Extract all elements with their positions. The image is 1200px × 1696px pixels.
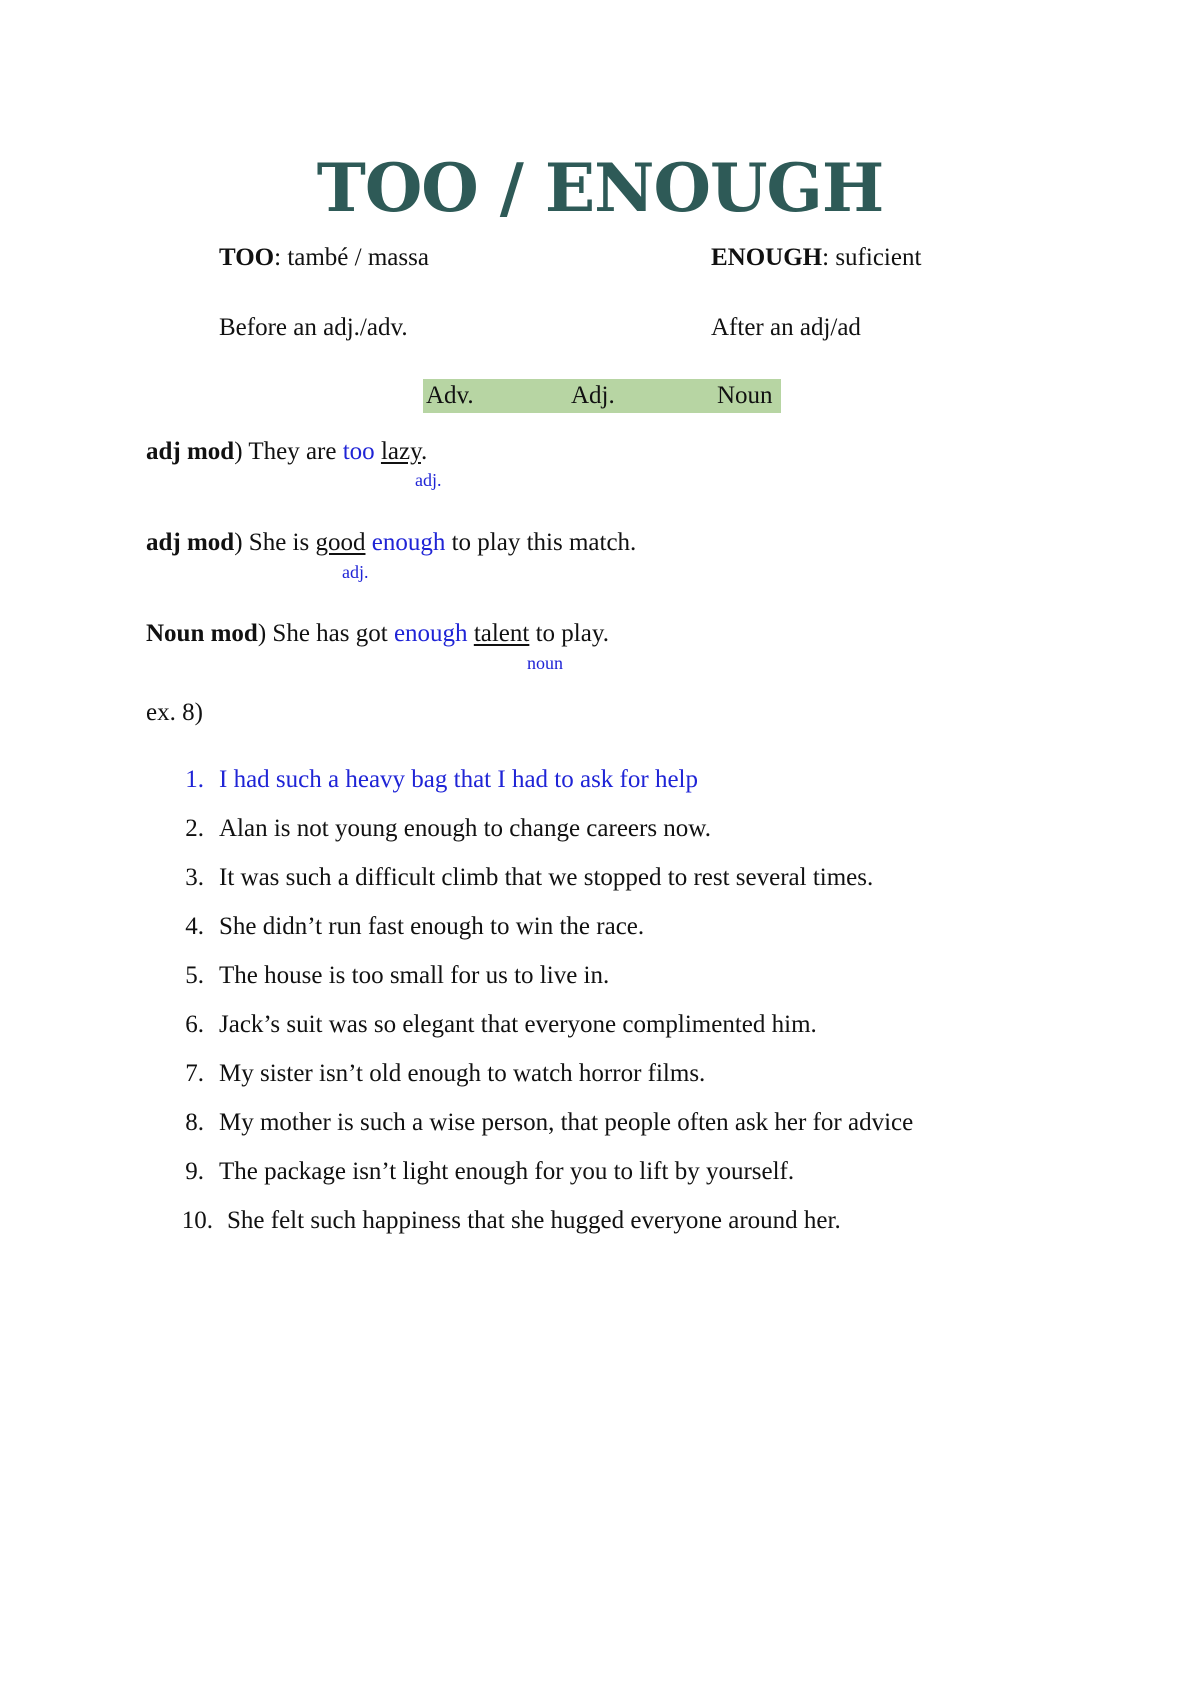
enough-meaning: : suficient xyxy=(822,244,922,271)
annotation-adj: adj. xyxy=(342,562,369,582)
example-adj-mod-enough: adj mod) She is good enough to play this match. xyxy=(146,529,637,556)
target-word: good xyxy=(315,529,366,556)
pos-adj: Adj. xyxy=(571,382,615,409)
too-meaning: : també / massa xyxy=(274,244,429,271)
annotation-noun: noun xyxy=(527,653,563,673)
pos-adv: Adv. xyxy=(426,382,474,409)
example-label: adj mod xyxy=(146,529,235,556)
target-word: lazy xyxy=(380,438,421,465)
keyword-enough: enough xyxy=(371,529,446,556)
example-label: adj mod xyxy=(146,438,235,465)
document-page: TOO / ENOUGH TOO: també / massa ENOUGH: suficient Before an adj./adv. After an adj/ad Adv. Adj. Noun adj mod) They are too lazy. adj. adj mod) She is good enough to play this match. adj. Noun mod) She has got enough talent to play. noun ex. 8) 1. I had such a heavy bag that I had to ask for help 2. Alan is not young enough to change careers now. 3. It was such a difficult climb that we stopped to rest several times. 4. She didn’t run fast enough to win the race. 5. The house is too small for us to live in. 6. Jack’s suit was so elegant that everyone complimented him. 7. My sister isn’t old enough to watch horror films. 8. My mother is such a wise person, that people often ask her for advice 9. The package isn’t light enough for you to lift by yourself. 10. She felt such happiness that she hugged everyone around her. xyxy=(0,0,1200,1696)
example-noun-mod-enough: Noun mod) She has got enough talent to play. xyxy=(146,620,609,647)
target-word: talent xyxy=(473,620,530,647)
example-label: Noun mod xyxy=(146,620,258,647)
too-definition xyxy=(219,243,429,273)
keyword-too: too xyxy=(342,438,375,465)
page-title: TOO / ENOUGH xyxy=(316,149,884,227)
annotation-adj: adj. xyxy=(415,470,442,490)
too-term: TOO xyxy=(219,244,275,271)
enough-position: After an adj/ad xyxy=(711,314,861,341)
pos-noun: Noun xyxy=(717,382,773,409)
example-adj-mod-too: adj mod) They are too lazy. xyxy=(146,438,428,465)
part-of-speech-bar xyxy=(423,379,781,413)
too-position: Before an adj./adv. xyxy=(219,314,408,341)
keyword-enough: enough xyxy=(393,620,468,647)
exercise-label: ex. 8) xyxy=(146,699,203,726)
enough-definition xyxy=(711,243,921,273)
enough-term: ENOUGH xyxy=(711,244,823,271)
